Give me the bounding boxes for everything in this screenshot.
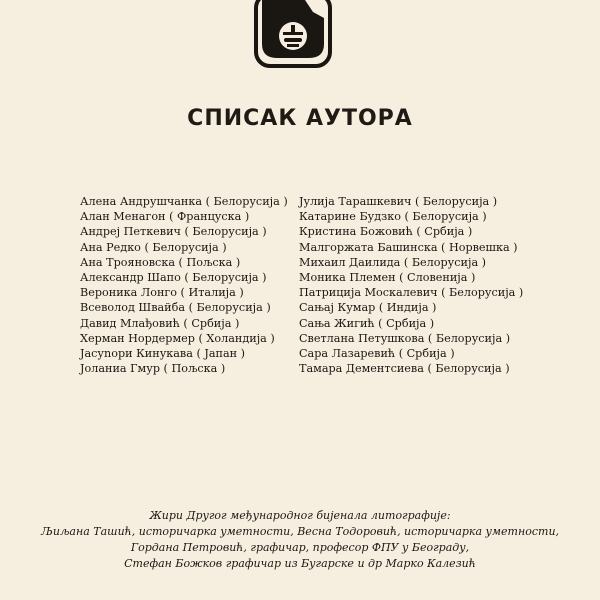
author-entry: Катарине Будзко ( Белорусија ) (299, 210, 487, 224)
jury-line: Гордана Петровић, графичар, професор ФПУ у Београду, (130, 541, 470, 554)
author-entry: Моника Племен ( Словенија ) (299, 271, 476, 285)
author-entry: Јоланиа Гмур ( Пољска ) (80, 362, 226, 376)
author-entry: Давид Млађовић ( Србија ) (80, 316, 240, 330)
author-entry: Михаил Даилида ( Белорусија ) (299, 255, 487, 269)
author-entry: Сања Жигић ( Србија ) (299, 316, 435, 330)
author-entry: Ана Трояновска ( Пољска ) (80, 255, 241, 269)
jury-heading: Жири Другог међународног бијенала литографије: (149, 509, 451, 522)
author-entry: Андреј Петкевич ( Белорусија ) (80, 225, 267, 239)
authors-column-right (299, 194, 523, 376)
jury-line: Љиљана Ташић, историчарка уметности, Весна Тодоровић, историчарка уметности, (40, 525, 560, 538)
author-entry: Патриција Москалевич ( Белорусија ) (299, 286, 524, 300)
page-title: СПИСАК АУТОРА (187, 106, 413, 131)
author-entry: Кристина Божовић ( Србија ) (299, 225, 473, 239)
author-entry: Херман Нордермер ( Холандија ) (80, 331, 275, 345)
author-entry: Вероника Лонго ( Италија ) (80, 286, 244, 300)
author-entry: Ана Редко ( Белорусија ) (80, 240, 227, 254)
jury-line: Стефан Божков графичар из Бугарске и др Марко Калезић (124, 557, 476, 570)
author-entry: Јасуnори Кинукава ( Јапан ) (80, 347, 246, 361)
author-entry: Сара Лазаревић ( Србија ) (299, 347, 455, 361)
author-entry: Александр Шапо ( Белорусија ) (80, 271, 267, 285)
author-entry: Малгоржата Башинска ( Норвешка ) (299, 240, 518, 254)
author-entry: Алан Менагон ( Француска ) (80, 210, 250, 224)
author-entry: Светлана Петушкова ( Белорусија ) (299, 331, 511, 345)
author-entry: Сањај Кумар ( Индија ) (299, 301, 437, 315)
author-entry: Всеволод Швайба ( Белорусија ) (80, 301, 271, 315)
logo-emblem (253, 0, 333, 70)
author-entry: Јулија Тарашкевич ( Белорусија ) (299, 195, 498, 208)
jury-section (0, 508, 600, 572)
authors-column-left (80, 194, 288, 376)
author-entry: Тамара Дементсиева ( Белорусија ) (299, 362, 510, 376)
author-entry: Алена Андрушчанка ( Белорусија ) (80, 195, 288, 208)
